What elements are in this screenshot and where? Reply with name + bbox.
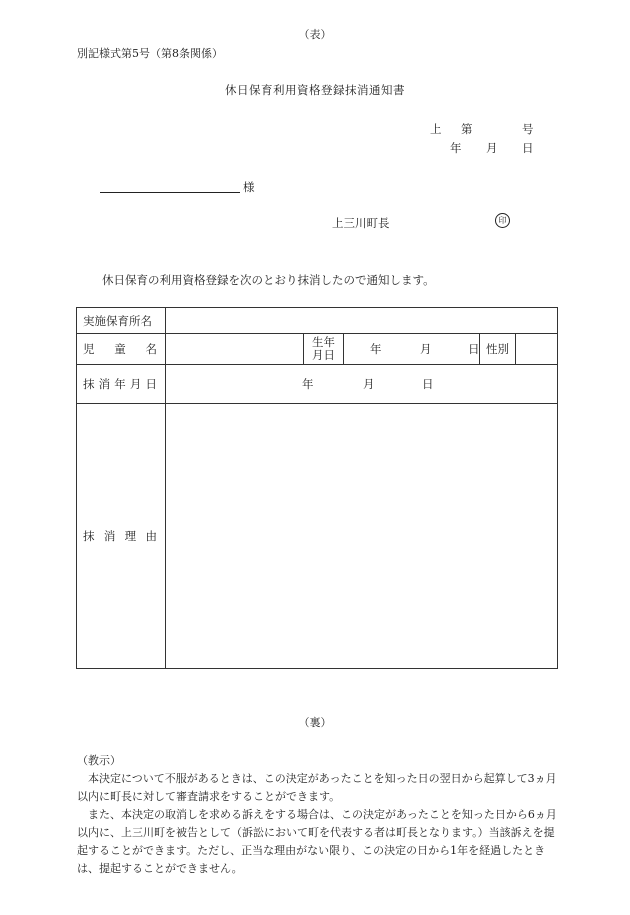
intro-text: 休日保育の利用資格登録を次のとおり抹消したので通知します。 xyxy=(102,273,435,287)
cancel-date-label-char: 抹 xyxy=(83,377,95,391)
child-name-label xyxy=(77,334,166,365)
appeal-notice xyxy=(77,752,557,878)
facility-value-cell[interactable] xyxy=(166,308,558,334)
cancel-reason-label-char: 由 xyxy=(145,529,157,543)
cancel-reason-value-cell[interactable] xyxy=(166,404,558,669)
form-reference: 別記様式第5号（第8条関係） xyxy=(77,47,223,60)
table-row-child xyxy=(77,334,558,365)
birth-date-label-line2: 月日 xyxy=(312,348,335,362)
document-number-prefix: 上 xyxy=(430,122,442,136)
cancel-month-unit: 月 xyxy=(363,377,375,391)
birth-date-label-line1: 生年 xyxy=(312,335,335,349)
child-name-value-cell[interactable] xyxy=(166,334,304,365)
issue-date-month: 月 xyxy=(486,141,498,155)
addressee-honorific: 様 xyxy=(243,180,255,194)
birth-date-value-cell[interactable] xyxy=(344,334,480,365)
cancel-reason-label-char: 消 xyxy=(103,529,116,543)
cancel-day-unit: 日 xyxy=(422,377,434,391)
child-name-label-char: 名 xyxy=(145,342,157,356)
cancel-date-value-cell[interactable] xyxy=(166,365,558,404)
document-number-go: 号 xyxy=(522,122,534,136)
cancel-reason-label xyxy=(77,404,166,669)
appeal-notice-heading: （教示） xyxy=(77,754,121,767)
seal-mark-icon: 印 xyxy=(495,213,510,228)
issue-date-year: 年 xyxy=(450,141,462,155)
birth-month-unit: 月 xyxy=(420,342,432,356)
table-row-cancel-date xyxy=(77,365,558,404)
document-title: 休日保育利用資格登録抹消通知書 xyxy=(225,83,405,97)
cancel-date-label-char: 年 xyxy=(114,377,126,391)
table-row-facility xyxy=(77,308,558,334)
birth-year-unit: 年 xyxy=(370,342,382,356)
birth-day-unit: 日 xyxy=(468,342,480,356)
front-side-label: （表） xyxy=(298,28,332,41)
cancel-date-label-char: 日 xyxy=(145,377,157,391)
notice-table xyxy=(76,307,558,669)
child-name-label-char: 童 xyxy=(114,342,126,356)
issue-date-day: 日 xyxy=(522,141,534,155)
cancel-date-label xyxy=(77,365,166,404)
cancel-reason-label-char: 理 xyxy=(124,529,137,543)
gender-value-cell[interactable] xyxy=(516,334,558,365)
appeal-notice-paragraph: 本決定について不服があるときは、この決定があったことを知った日の翌日から起算して3ヵ月以内に町長に対して審査請求をすることができます。 xyxy=(77,772,557,803)
addressee-blank-line xyxy=(100,192,240,193)
issuer-name: 上三川町長 xyxy=(332,216,390,230)
cancel-reason-label-char: 抹 xyxy=(83,529,95,543)
cancel-year-unit: 年 xyxy=(302,377,314,391)
child-name-label-char: 児 xyxy=(83,342,95,356)
table-row-reason xyxy=(77,404,558,669)
facility-label: 実施保育所名 xyxy=(77,308,166,334)
appeal-notice-paragraph: また、本決定の取消しを求める訴えをする場合は、この決定があったことを知った日から6ヵ月以内に、上三川町を被告として（訴訟において町を代表する者は町長となります。）当該訴えを提起することができます。ただし、正当な理由がない限り、この決定の日から1年を経過したときは、提起することができません。 xyxy=(77,808,557,875)
gender-label: 性別 xyxy=(480,334,516,365)
cancel-date-label-char: 月 xyxy=(129,377,142,391)
back-side-label: （裏） xyxy=(298,716,332,729)
birth-date-label xyxy=(304,334,344,365)
document-number-dai: 第 xyxy=(461,122,473,136)
cancel-date-label-char: 消 xyxy=(98,377,111,391)
